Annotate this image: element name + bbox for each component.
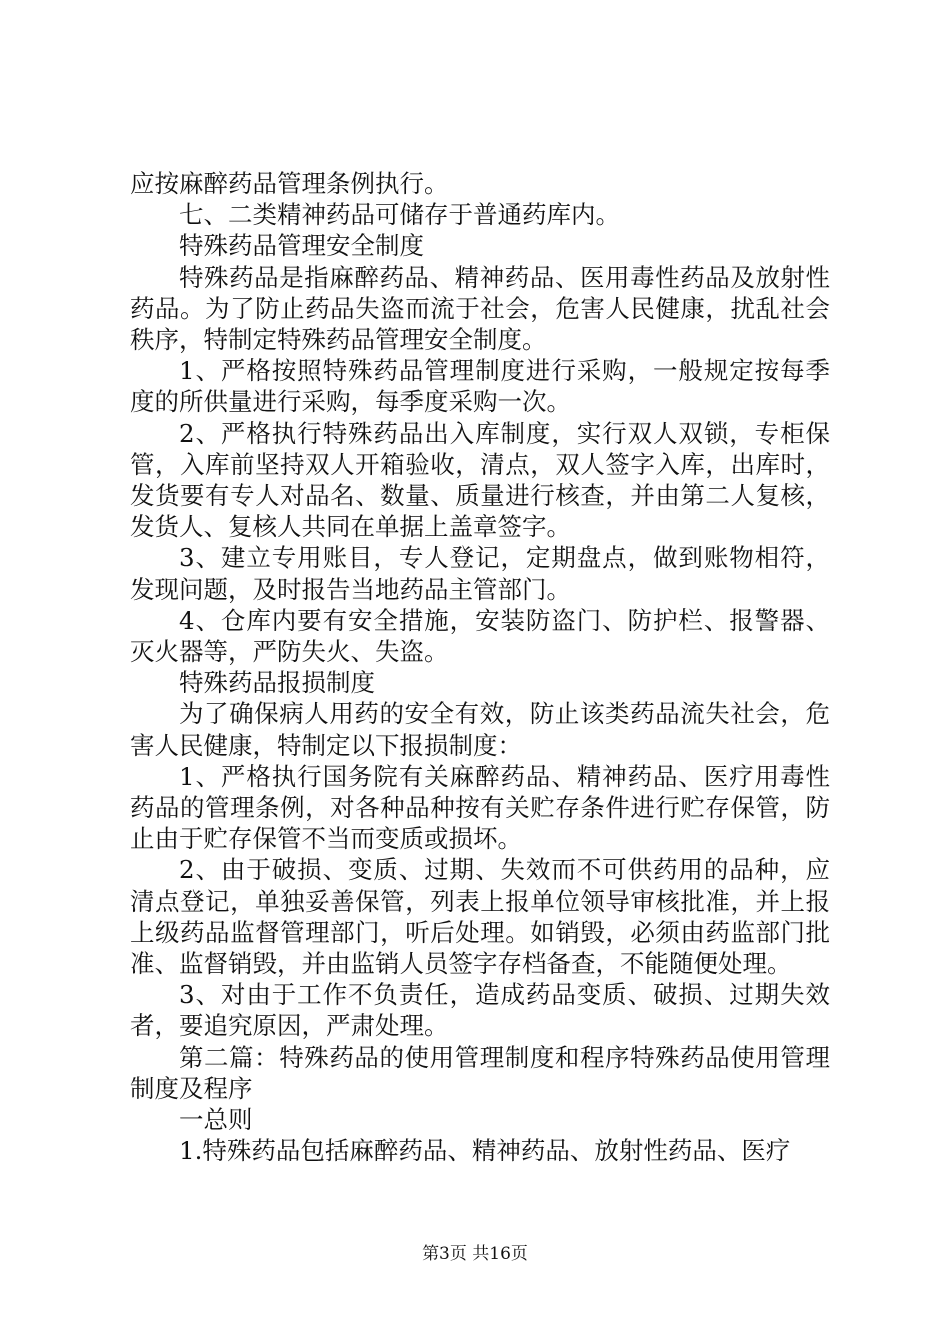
section-heading-safety: 特殊药品管理安全制度 xyxy=(179,231,424,261)
paragraph-damage-3: 3、对由于工作不负责任，造成药品变质、破损、过期失效者，要追究原因，严肃处理。 xyxy=(130,980,830,1041)
paragraph-general-1: 1.特殊药品包括麻醉药品、精神药品、放射性药品、医疗 xyxy=(179,1136,791,1166)
paragraph-safety-4: 4、仓库内要有安全措施，安装防盗门、防护栏、报警器、灭火器等，严防失火、失盗。 xyxy=(130,605,830,667)
paragraph-damage-intro: 为了确保病人用药的安全有效，防止该类药品流失社会，危害人民健康，特制定以下报损制度： xyxy=(130,699,830,760)
document-body xyxy=(130,168,830,1167)
page-footer xyxy=(0,1243,950,1265)
paragraph-safety-intro: 特殊药品是指麻醉药品、精神药品、医用毒性药品及放射性药品。为了防止药品失盗而流于社会，危害人民健康，扰乱社会秩序，特制定特殊药品管理安全制度。 xyxy=(130,262,830,355)
paragraph-safety-1: 1、严格按照特殊药品管理制度进行采购，一般规定按每季度的所供量进行采购，每季度采购一次。 xyxy=(130,356,830,417)
paragraph-damage-2: 2、由于破损、变质、过期、失效而不可供药用的品种，应清点登记，单独妥善保管，列表上报单位领导审核批准，并上报上级药品监督管理部门，听后处理。如销毁，必须由药监部门批准、监督销毁，并由监销人员签字存档备查，不能随便处理。 xyxy=(130,855,830,979)
section-heading-damage-report: 特殊药品报损制度 xyxy=(179,668,375,698)
paragraph-continuation: 应按麻醉药品管理条例执行。 xyxy=(130,169,449,198)
chapter-heading-part-two: 第二篇：特殊药品的使用管理制度和程序特殊药品使用管理制度及程序 xyxy=(130,1042,830,1103)
page-number-label: 第3页 共16页 xyxy=(422,1244,528,1264)
section-heading-general: 一总则 xyxy=(179,1105,253,1135)
paragraph-damage-1: 1、严格执行国务院有关麻醉药品、精神药品、医疗用毒性药品的管理条例，对各种品种按有关贮存条件进行贮存保管，防止由于贮存保管不当而变质或损坏。 xyxy=(130,761,830,854)
paragraph-safety-3: 3、建立专用账目，专人登记，定期盘点，做到账物相符，发现问题，及时报告当地药品主管部门。 xyxy=(130,543,830,604)
paragraph-item-seven: 七、二类精神药品可储存于普通药库内。 xyxy=(179,200,620,230)
paragraph-safety-2: 2、严格执行特殊药品出入库制度，实行双人双锁，专柜保管，入库前坚持双人开箱验收，清点，双人签字入库，出库时，发货要有专人对品名、数量、质量进行核查，并由第二人复核，发货人、复核人共同在单据上盖章签字。 xyxy=(130,418,830,542)
